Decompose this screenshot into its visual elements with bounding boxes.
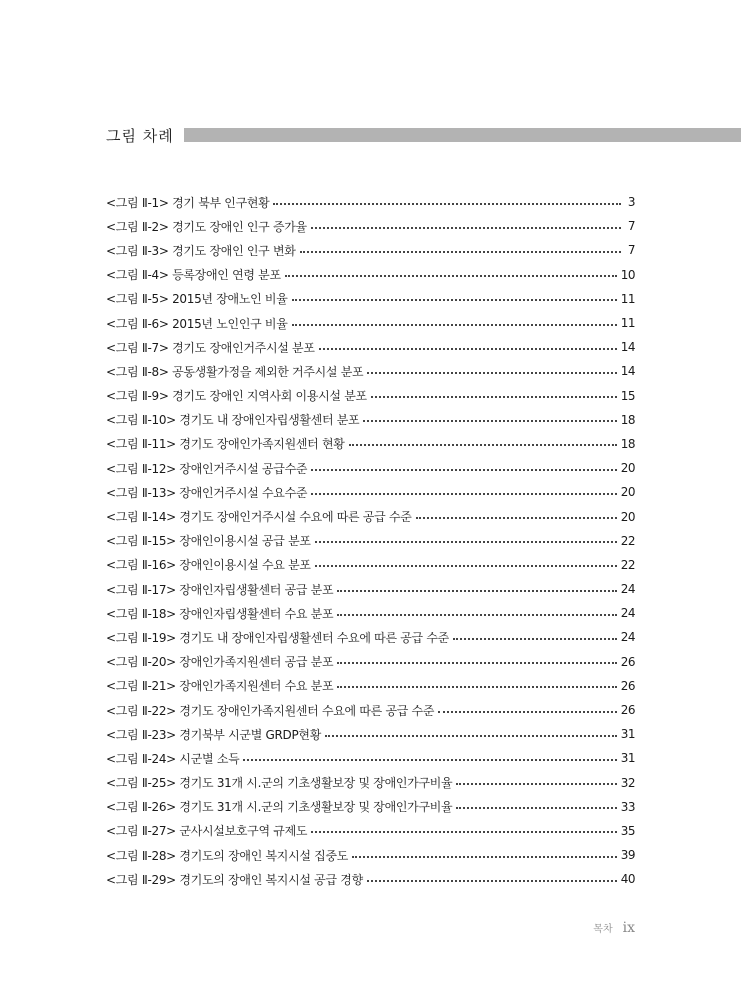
toc-entry[interactable] [106,263,635,287]
toc-entry-label: <그림 Ⅱ-6> 2015년 노인인구 비율 [106,316,288,331]
toc-entry[interactable] [106,819,635,843]
dot-leader [337,661,616,664]
dot-leader [292,323,617,326]
dot-leader [315,540,617,543]
toc-entry-page: 18 [620,412,635,427]
toc-entry[interactable] [106,311,635,335]
toc-entry-page: 22 [620,533,635,548]
toc-entry-label: <그림 Ⅱ-7> 경기도 장애인거주시설 분포 [106,340,315,355]
toc-entry[interactable] [106,456,635,480]
toc-entry-label: <그림 Ⅱ-29> 경기도의 장애인 복지시설 공급 경향 [106,872,363,887]
dot-leader [349,443,617,446]
toc-entry[interactable] [106,650,635,674]
toc-entry-label: <그림 Ⅱ-9> 경기도 장애인 지역사회 이용시설 분포 [106,389,367,404]
toc-entry[interactable] [106,698,635,722]
toc-entry[interactable] [106,795,635,819]
toc-entry[interactable] [106,335,635,359]
toc-entry-page: 14 [620,340,635,355]
dot-leader [273,202,621,205]
page-title: 그림 차례 [106,126,174,145]
toc-entry-label: <그림 Ⅱ-28> 경기도의 장애인 복지시설 집중도 [106,848,349,863]
toc-entry-label: <그림 Ⅱ-25> 경기도 31개 시.군의 기초생활보장 및 장애인가구비율 [106,776,453,791]
toc-entry[interactable] [106,190,635,214]
toc-entry-page: 35 [620,823,635,838]
toc-entry-label: <그림 Ⅱ-19> 경기도 내 장애인자립생활센터 수요에 따른 공급 수준 [106,630,449,645]
dot-leader [456,782,616,785]
toc-entry-label: <그림 Ⅱ-23> 경기북부 시군별 GRDP현황 [106,727,321,742]
toc-entry-page: 20 [620,461,635,476]
dot-leader [311,492,617,495]
toc-entry[interactable] [106,674,635,698]
toc-entry-label: <그림 Ⅱ-27> 군사시설보호구역 규제도 [106,824,308,839]
toc-entry-label: <그림 Ⅱ-21> 장애인가족지원센터 수요 분포 [106,679,334,694]
page-number: ix [622,920,635,936]
toc-entry-label: <그림 Ⅱ-26> 경기도 31개 시.군의 기초생활보장 및 장애인가구비율 [106,800,453,815]
toc-entry-page: 22 [620,557,635,572]
toc-entry-label: <그림 Ⅱ-8> 공동생활가정을 제외한 거주시설 분포 [106,364,364,379]
toc-entry[interactable] [106,408,635,432]
toc-entry-label: <그림 Ⅱ-3> 경기도 장애인 인구 변화 [106,243,296,258]
dot-leader [311,830,617,833]
toc-entry-label: <그림 Ⅱ-20> 장애인가족지원센터 공급 분포 [106,655,334,670]
toc-entry[interactable] [106,553,635,577]
toc-entry-page: 7 [627,219,635,234]
toc-entry-page: 24 [620,606,635,621]
toc-entry-label: <그림 Ⅱ-12> 장애인거주시설 공급수준 [106,461,308,476]
toc-entry-label: <그림 Ⅱ-17> 장애인자립생활센터 공급 분포 [106,582,334,597]
toc-entry[interactable] [106,359,635,383]
toc-entry-label: <그림 Ⅱ-2> 경기도 장애인 인구 증가율 [106,219,307,234]
toc-entry-page: 39 [620,848,635,863]
dot-leader [319,347,617,350]
toc-entry-page: 11 [620,316,635,331]
dot-leader [367,371,616,374]
dot-leader [337,589,616,592]
dot-leader [438,710,617,713]
dot-leader [311,226,621,229]
toc-entry-page: 31 [620,751,635,766]
footer-label: 목차 [593,924,613,935]
toc-entry-page: 26 [620,703,635,718]
toc-entry[interactable] [106,384,635,408]
dot-leader [352,855,617,858]
toc-entry-page: 20 [620,509,635,524]
toc-entry[interactable] [106,722,635,746]
dot-leader [337,613,616,616]
toc-entry-label: <그림 Ⅱ-15> 장애인이용시설 공급 분포 [106,534,311,549]
toc-entry[interactable] [106,214,635,238]
toc-entry-page: 26 [620,654,635,669]
dot-leader [416,516,617,519]
title-rule-bar [184,128,741,142]
toc-entry[interactable] [106,529,635,553]
figure-list [106,190,635,891]
toc-entry-page: 20 [620,485,635,500]
toc-entry-page: 11 [620,291,635,306]
toc-entry[interactable] [106,746,635,770]
toc-entry-page: 14 [620,364,635,379]
toc-entry[interactable] [106,771,635,795]
toc-entry-page: 15 [620,388,635,403]
toc-entry-page: 24 [620,630,635,645]
toc-entry-label: <그림 Ⅱ-1> 경기 북부 인구현황 [106,195,270,210]
toc-entry[interactable] [106,504,635,528]
toc-entry-label: <그림 Ⅱ-4> 등록장애인 연령 분포 [106,268,281,283]
toc-entry-label: <그림 Ⅱ-22> 경기도 장애인가족지원센터 수요에 따른 공급 수준 [106,703,435,718]
toc-entry[interactable] [106,577,635,601]
toc-entry-label: <그림 Ⅱ-13> 장애인거주시설 수요수준 [106,485,308,500]
toc-entry[interactable] [106,480,635,504]
section-header [106,124,741,146]
toc-entry-page: 31 [620,727,635,742]
toc-entry[interactable] [106,625,635,649]
toc-entry[interactable] [106,843,635,867]
dot-leader [292,298,617,301]
toc-entry-page: 18 [620,436,635,451]
toc-entry-label: <그림 Ⅱ-16> 장애인이용시설 수요 분포 [106,558,311,573]
toc-entry-label: <그림 Ⅱ-14> 경기도 장애인거주시설 수요에 따른 공급 수준 [106,510,412,525]
toc-entry-page: 26 [620,678,635,693]
toc-entry-label: <그림 Ⅱ-18> 장애인자립생활센터 수요 분포 [106,606,334,621]
dot-leader [243,758,616,761]
toc-entry-label: <그림 Ⅱ-11> 경기도 장애인가족지원센터 현황 [106,437,345,452]
toc-entry[interactable] [106,287,635,311]
dot-leader [325,734,617,737]
toc-entry-page: 3 [627,195,635,210]
dot-leader [456,806,616,809]
dot-leader [371,395,617,398]
page-footer [593,920,635,936]
toc-entry-page: 7 [627,243,635,258]
dot-leader [300,250,621,253]
dot-leader [337,685,616,688]
toc-entry-page: 32 [620,775,635,790]
toc-entry-page: 33 [620,799,635,814]
dot-leader [453,637,617,640]
toc-entry-page: 10 [620,267,635,282]
dot-leader [367,879,617,882]
toc-entry-label: <그림 Ⅱ-5> 2015년 장애노인 비율 [106,292,288,307]
dot-leader [311,468,617,471]
toc-entry-label: <그림 Ⅱ-10> 경기도 내 장애인자립생활센터 분포 [106,413,360,428]
toc-entry[interactable] [106,867,635,891]
toc-entry[interactable] [106,601,635,625]
toc-entry[interactable] [106,432,635,456]
toc-entry-page: 40 [620,872,635,887]
dot-leader [315,564,617,567]
toc-entry-page: 24 [620,582,635,597]
dot-leader [363,419,616,422]
toc-entry-label: <그림 Ⅱ-24> 시군별 소득 [106,751,240,766]
toc-entry[interactable] [106,238,635,262]
dot-leader [285,274,617,277]
